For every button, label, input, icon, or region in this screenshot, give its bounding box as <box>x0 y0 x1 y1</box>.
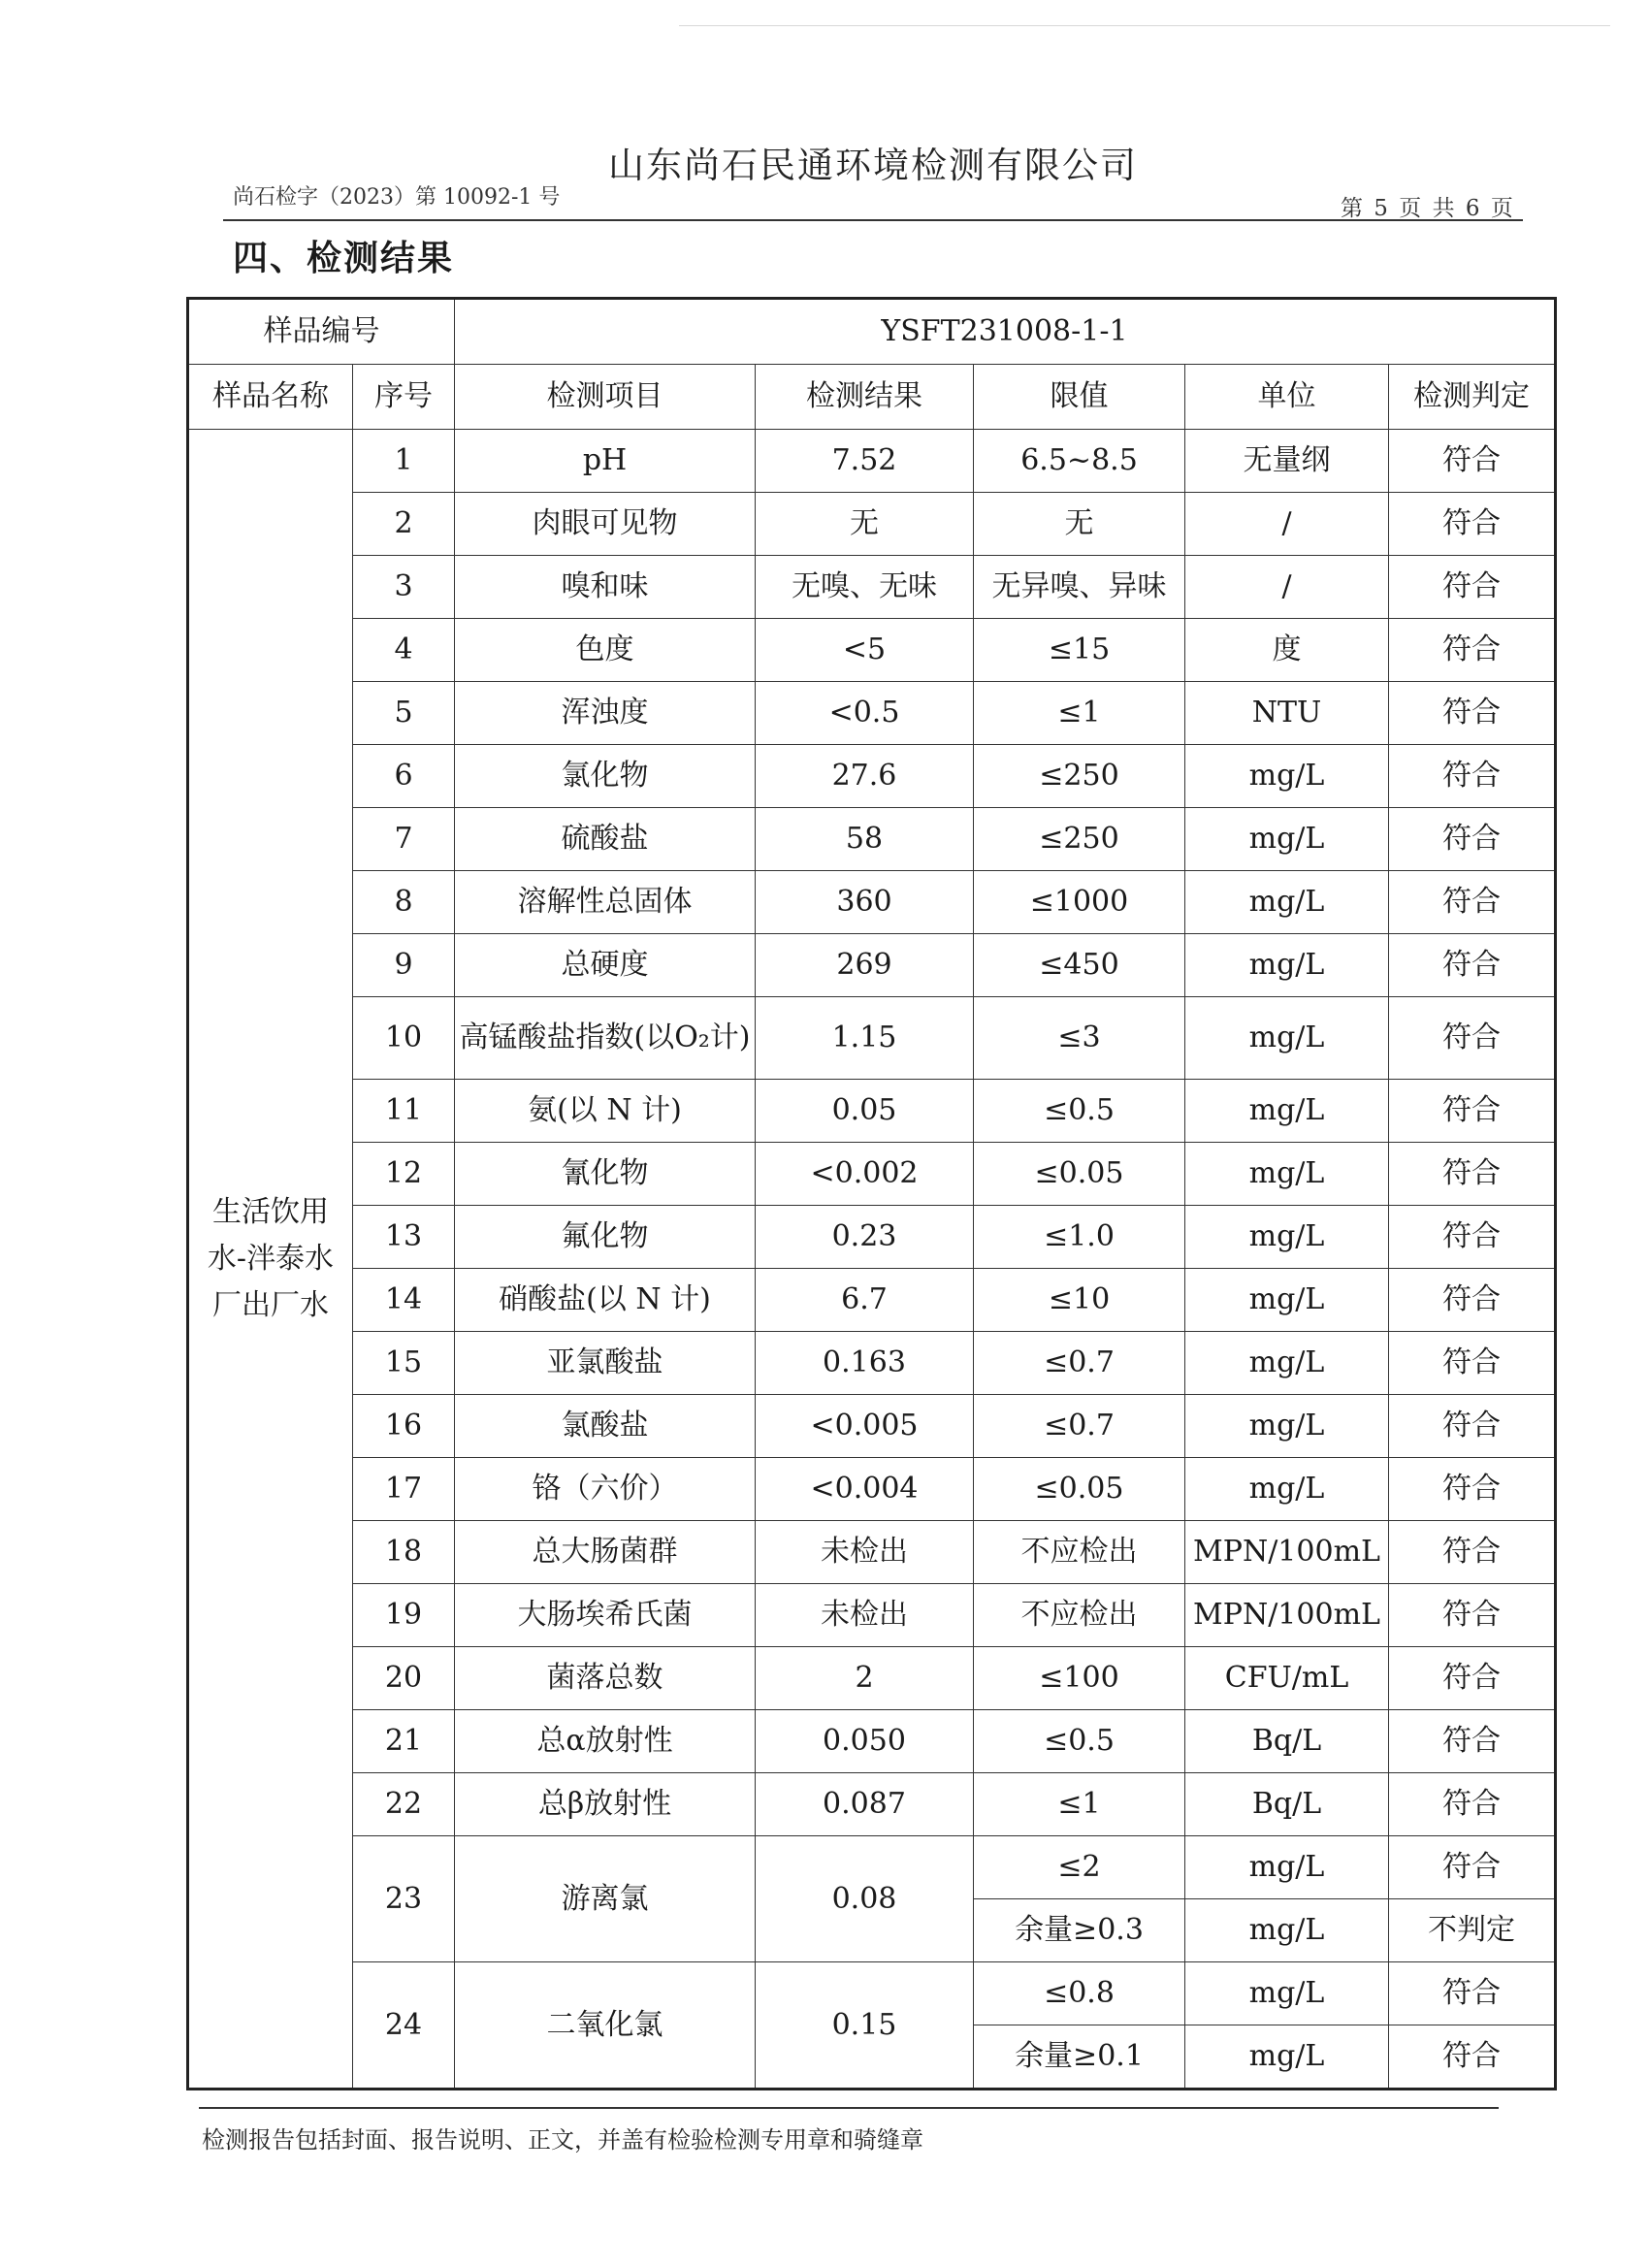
row-unit: mg/L <box>1185 1269 1389 1332</box>
header-sample-name: 样品名称 <box>188 365 353 430</box>
table-row <box>188 1080 1556 1143</box>
row-judgment: 符合 <box>1389 1647 1556 1710</box>
row-unit: / <box>1185 493 1389 556</box>
row-seq: 13 <box>353 1206 455 1269</box>
row-result: 58 <box>756 808 974 871</box>
row-item: 嗅和味 <box>455 556 756 619</box>
row-unit: mg/L <box>1185 1962 1389 2025</box>
footer-note: 检测报告包括封面、报告说明、正文，并盖有检验检测专用章和骑缝章 <box>202 2126 923 2154</box>
row-judgment: 符合 <box>1389 2025 1556 2090</box>
table-row <box>188 1458 1556 1521</box>
header-unit: 单位 <box>1185 365 1389 430</box>
row-seq: 19 <box>353 1584 455 1647</box>
row-limit: ≤0.7 <box>974 1332 1185 1395</box>
row-judgment: 符合 <box>1389 1332 1556 1395</box>
table-row <box>188 745 1556 808</box>
row-seq: 1 <box>353 430 455 493</box>
row-unit: mg/L <box>1185 934 1389 997</box>
header-item: 检测项目 <box>455 365 756 430</box>
table-row <box>188 1584 1556 1647</box>
header-divider <box>223 219 1523 221</box>
table-row <box>188 1395 1556 1458</box>
row-limit: 不应检出 <box>974 1521 1185 1584</box>
row-limit: 余量≥0.1 <box>974 2025 1185 2090</box>
row-result: <5 <box>756 619 974 682</box>
row-result: 0.087 <box>756 1773 974 1836</box>
row-seq: 21 <box>353 1710 455 1773</box>
row-limit: ≤0.8 <box>974 1962 1185 2025</box>
row-limit: ≤1 <box>974 1773 1185 1836</box>
row-judgment: 符合 <box>1389 1773 1556 1836</box>
row-unit: Bq/L <box>1185 1773 1389 1836</box>
sample-id-label: 样品编号 <box>188 299 455 365</box>
row-result: 未检出 <box>756 1584 974 1647</box>
row-judgment: 符合 <box>1389 1080 1556 1143</box>
row-limit: ≤100 <box>974 1647 1185 1710</box>
row-judgment: 符合 <box>1389 1143 1556 1206</box>
row-seq: 23 <box>353 1836 455 1962</box>
row-limit: 不应检出 <box>974 1584 1185 1647</box>
row-judgment: 符合 <box>1389 997 1556 1080</box>
table-row <box>188 1332 1556 1395</box>
sample-id-value: YSFT231008-1-1 <box>455 299 1556 365</box>
row-limit: ≤1000 <box>974 871 1185 934</box>
row-unit: mg/L <box>1185 871 1389 934</box>
row-item: 菌落总数 <box>455 1647 756 1710</box>
row-unit: mg/L <box>1185 1332 1389 1395</box>
row-unit: MPN/100mL <box>1185 1584 1389 1647</box>
row-seq: 7 <box>353 808 455 871</box>
row-result: 0.08 <box>756 1836 974 1962</box>
row-judgment: 符合 <box>1389 808 1556 871</box>
row-item: 氯酸盐 <box>455 1395 756 1458</box>
row-item: 硫酸盐 <box>455 808 756 871</box>
row-item: 硝酸盐(以 N 计) <box>455 1269 756 1332</box>
table-row <box>188 1143 1556 1206</box>
row-judgment: 符合 <box>1389 682 1556 745</box>
row-item: 高锰酸盐指数(以O₂计) <box>455 997 756 1080</box>
row-judgment: 符合 <box>1389 1458 1556 1521</box>
row-result: <0.002 <box>756 1143 974 1206</box>
row-item: 氟化物 <box>455 1206 756 1269</box>
results-table <box>186 297 1557 2090</box>
row-seq: 3 <box>353 556 455 619</box>
report-number: 尚石检字（2023）第 10092-1 号 <box>233 185 561 210</box>
row-judgment: 符合 <box>1389 1269 1556 1332</box>
row-seq: 2 <box>353 493 455 556</box>
row-seq: 22 <box>353 1773 455 1836</box>
row-limit: ≤250 <box>974 808 1185 871</box>
table-row <box>188 1269 1556 1332</box>
row-seq: 4 <box>353 619 455 682</box>
row-judgment: 符合 <box>1389 871 1556 934</box>
scan-edge-line <box>679 25 1610 26</box>
header-seq: 序号 <box>353 365 455 430</box>
row-item: 浑浊度 <box>455 682 756 745</box>
row-result: 0.23 <box>756 1206 974 1269</box>
row-result: 0.15 <box>756 1962 974 2090</box>
row-seq: 20 <box>353 1647 455 1710</box>
row-item: 总硬度 <box>455 934 756 997</box>
row-judgment: 符合 <box>1389 1836 1556 1899</box>
row-result: 2 <box>756 1647 974 1710</box>
row-judgment: 符合 <box>1389 430 1556 493</box>
row-unit: mg/L <box>1185 1143 1389 1206</box>
row-judgment: 符合 <box>1389 745 1556 808</box>
row-limit: ≤1 <box>974 682 1185 745</box>
row-seq: 5 <box>353 682 455 745</box>
row-unit: mg/L <box>1185 1206 1389 1269</box>
row-result: <0.005 <box>756 1395 974 1458</box>
row-limit: ≤250 <box>974 745 1185 808</box>
row-seq: 15 <box>353 1332 455 1395</box>
table-row <box>188 934 1556 997</box>
row-item: 肉眼可见物 <box>455 493 756 556</box>
row-item: 氰化物 <box>455 1143 756 1206</box>
row-seq: 12 <box>353 1143 455 1206</box>
row-item: 色度 <box>455 619 756 682</box>
row-result: 7.52 <box>756 430 974 493</box>
row-limit: 无 <box>974 493 1185 556</box>
row-limit: 6.5~8.5 <box>974 430 1185 493</box>
row-item: 总大肠菌群 <box>455 1521 756 1584</box>
row-result: 无嗅、无味 <box>756 556 974 619</box>
row-result: <0.5 <box>756 682 974 745</box>
sample-name-cell: 生活饮用水-泮泰水厂出厂水 <box>188 430 353 2090</box>
footer-divider <box>199 2107 1499 2109</box>
row-limit: 无异嗅、异味 <box>974 556 1185 619</box>
table-row <box>188 682 1556 745</box>
header-limit: 限值 <box>974 365 1185 430</box>
row-unit: Bq/L <box>1185 1710 1389 1773</box>
row-limit: ≤0.05 <box>974 1143 1185 1206</box>
row-seq: 8 <box>353 871 455 934</box>
row-unit: MPN/100mL <box>1185 1521 1389 1584</box>
row-item: pH <box>455 430 756 493</box>
row-judgment: 符合 <box>1389 556 1556 619</box>
row-unit: mg/L <box>1185 745 1389 808</box>
row-item: 总β放射性 <box>455 1773 756 1836</box>
table-row <box>188 1710 1556 1773</box>
table-row <box>188 619 1556 682</box>
row-unit: NTU <box>1185 682 1389 745</box>
row-judgment: 符合 <box>1389 934 1556 997</box>
row-seq: 14 <box>353 1269 455 1332</box>
row-limit: ≤0.7 <box>974 1395 1185 1458</box>
row-result: 0.163 <box>756 1332 974 1395</box>
row-limit: ≤15 <box>974 619 1185 682</box>
table-row <box>188 808 1556 871</box>
row-seq: 6 <box>353 745 455 808</box>
row-limit: ≤10 <box>974 1269 1185 1332</box>
company-name: 山东尚石民通环境检测有限公司 <box>608 145 1138 186</box>
row-seq: 24 <box>353 1962 455 2090</box>
column-header-row <box>188 365 1556 430</box>
row-seq: 16 <box>353 1395 455 1458</box>
row-seq: 18 <box>353 1521 455 1584</box>
row-limit: 余量≥0.3 <box>974 1899 1185 1962</box>
row-unit: 度 <box>1185 619 1389 682</box>
row-unit: mg/L <box>1185 997 1389 1080</box>
row-result: 无 <box>756 493 974 556</box>
row-limit: ≤450 <box>974 934 1185 997</box>
row-unit: CFU/mL <box>1185 1647 1389 1710</box>
row-unit: mg/L <box>1185 1836 1389 1899</box>
row-item: 二氧化氯 <box>455 1962 756 2090</box>
table-row <box>188 493 1556 556</box>
row-item: 大肠埃希氏菌 <box>455 1584 756 1647</box>
row-limit: ≤3 <box>974 997 1185 1080</box>
row-result: 269 <box>756 934 974 997</box>
table-row <box>188 1521 1556 1584</box>
row-judgment: 符合 <box>1389 1962 1556 2025</box>
row-result: 0.05 <box>756 1080 974 1143</box>
row-judgment: 不判定 <box>1389 1899 1556 1962</box>
table-row <box>188 556 1556 619</box>
row-limit: ≤0.5 <box>974 1080 1185 1143</box>
row-unit: / <box>1185 556 1389 619</box>
row-unit: 无量纲 <box>1185 430 1389 493</box>
row-result: 0.050 <box>756 1710 974 1773</box>
row-limit: ≤0.5 <box>974 1710 1185 1773</box>
row-item: 溶解性总固体 <box>455 871 756 934</box>
row-result: 6.7 <box>756 1269 974 1332</box>
row-item: 总α放射性 <box>455 1710 756 1773</box>
section-title: 四、检测结果 <box>233 238 455 278</box>
row-judgment: 符合 <box>1389 1710 1556 1773</box>
table-row <box>188 871 1556 934</box>
sample-id-row <box>188 299 1556 365</box>
row-item: 游离氯 <box>455 1836 756 1962</box>
row-seq: 10 <box>353 997 455 1080</box>
row-judgment: 符合 <box>1389 1206 1556 1269</box>
row-seq: 11 <box>353 1080 455 1143</box>
row-result: <0.004 <box>756 1458 974 1521</box>
row-limit: ≤2 <box>974 1836 1185 1899</box>
row-unit: mg/L <box>1185 1899 1389 1962</box>
row-item: 氨(以 N 计) <box>455 1080 756 1143</box>
row-unit: mg/L <box>1185 1458 1389 1521</box>
table-row <box>188 1836 1556 1899</box>
row-seq: 17 <box>353 1458 455 1521</box>
row-item: 铬（六价） <box>455 1458 756 1521</box>
table-row <box>188 1962 1556 2025</box>
header-judgment: 检测判定 <box>1389 365 1556 430</box>
row-unit: mg/L <box>1185 1395 1389 1458</box>
row-judgment: 符合 <box>1389 1584 1556 1647</box>
page-info: 第 5 页 共 6 页 <box>1341 196 1513 221</box>
row-judgment: 符合 <box>1389 619 1556 682</box>
row-judgment: 符合 <box>1389 493 1556 556</box>
row-judgment: 符合 <box>1389 1395 1556 1458</box>
row-item: 氯化物 <box>455 745 756 808</box>
table-row <box>188 1206 1556 1269</box>
row-unit: mg/L <box>1185 1080 1389 1143</box>
row-result: 360 <box>756 871 974 934</box>
table-row <box>188 1647 1556 1710</box>
table-row <box>188 430 1556 493</box>
row-result: 27.6 <box>756 745 974 808</box>
row-result: 1.15 <box>756 997 974 1080</box>
table-row <box>188 1773 1556 1836</box>
row-unit: mg/L <box>1185 2025 1389 2090</box>
header-result: 检测结果 <box>756 365 974 430</box>
row-item: 亚氯酸盐 <box>455 1332 756 1395</box>
row-limit: ≤1.0 <box>974 1206 1185 1269</box>
row-judgment: 符合 <box>1389 1521 1556 1584</box>
row-result: 未检出 <box>756 1521 974 1584</box>
row-limit: ≤0.05 <box>974 1458 1185 1521</box>
row-seq: 9 <box>353 934 455 997</box>
table-row <box>188 997 1556 1080</box>
row-unit: mg/L <box>1185 808 1389 871</box>
